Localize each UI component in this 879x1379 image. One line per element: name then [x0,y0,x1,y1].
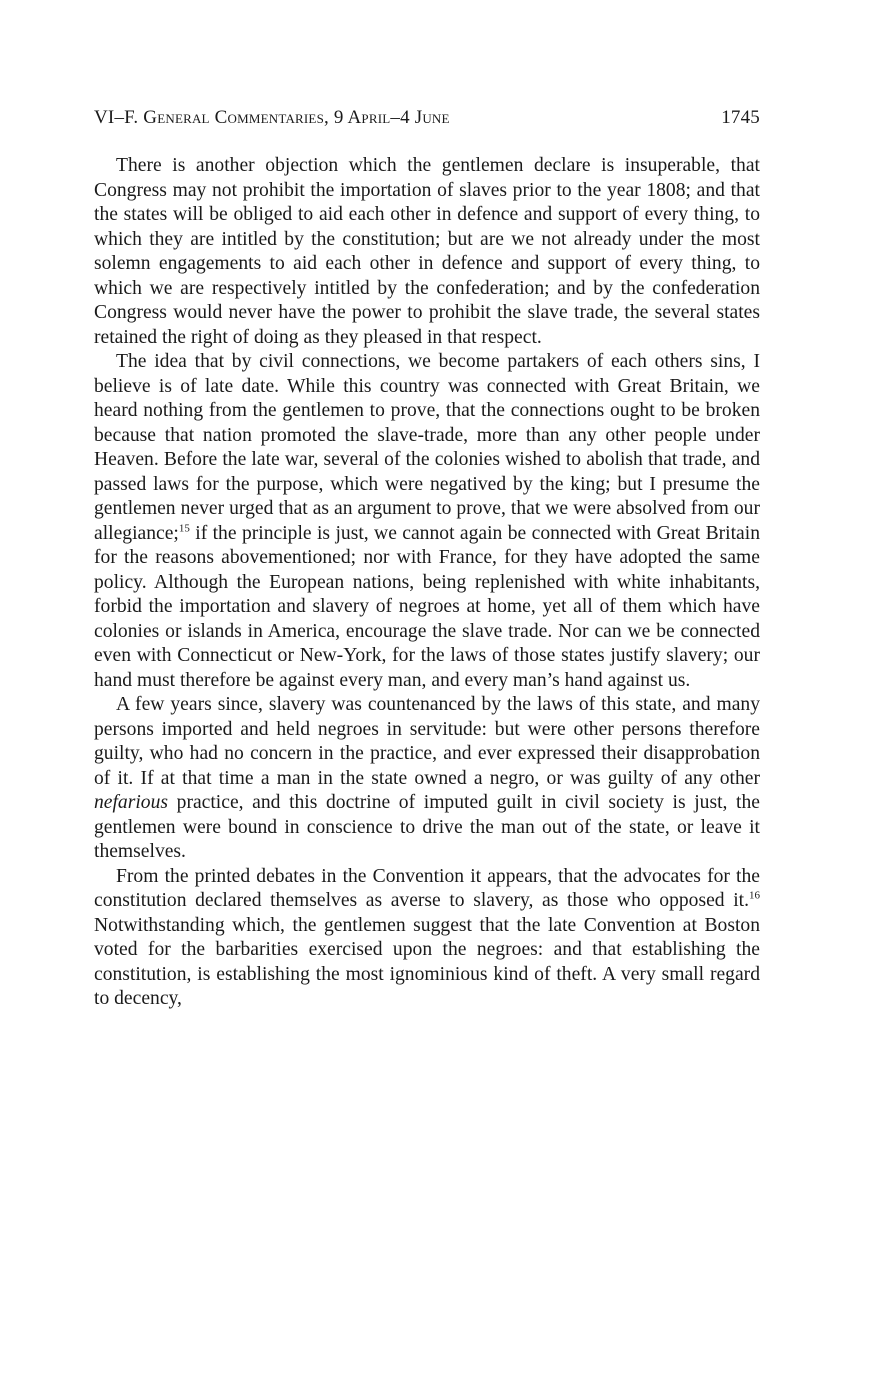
page-number: 1745 [721,107,760,128]
paragraph-4-text-b: Notwithstanding which, the gentlemen suggest that the late Convention at Boston voted for the barbarities exercised upon the negroes: and that establishing the constitution, is establishing the most ignominious kind of theft. A very small regard to decency, [94,914,760,1009]
paragraph-1 [94,154,760,350]
paragraph-1-text: There is another objection which the gentlemen declare is insuperable, that Congress may not prohibit the importation of slaves prior to the year 1808; and that the states will be obliged to aid each other in defence and support of every thing, to which they are intitled by the constitution; but are we not already under the most solemn engagements to aid each other in defence and support of every thing, to which we are respectively intitled by the confederation; and by the confederation Congress would never have the power to prohibit the slave trade, the several states retained the right of doing as they pleased in that respect. [94,155,760,348]
document-page [94,104,760,1012]
footnote-ref-16: 16 [749,889,760,902]
body-text [94,154,760,1012]
paragraph-2-text-b: if the principle is just, we cannot again be connected with Great Britain for the reasons abovementioned; nor with France, for they have adopted the same policy. Although the European nations, being replenished with white inhabitants, forbid the importation and slavery of negroes at home, yet all of them which have colonies or islands in America, encourage the slave trade. Nor can we be connected even with Connecticut or New-York, for the laws of those states justify slavery; our hand must therefore be against every man, and every man’s hand against us. [94,522,760,691]
paragraph-4 [94,865,760,1012]
paragraph-3-text-a: A few years since, slavery was countenanced by the laws of this state, and many persons imported and held negroes in servitude: but were other persons therefore guilty, who had no concern in the practice, and ever expressed their disapprobation of it. If at that time a man in the state owned a negro, or was guilty of any other [94,694,760,789]
paragraph-2-text-a: The idea that by civil connections, we become partakers of each others sins, I believe is of late date. While this country was connected with Great Britain, we heard nothing from the gentlemen to prove, that the connections ought to be broken because that nation promoted the slave-trade, more than any other people under Heaven. Before the late war, several of the colonies wished to abolish that trade, and passed laws for the purpose, which were negatived by the king; but I presume the gentlemen never urged that as an argument to prove, that we were absolved from our allegiance; [94,351,760,544]
paragraph-4-text-a: From the printed debates in the Convention it appears, that the advocates for the constitution declared themselves as averse to slavery, as those who opposed it. [94,865,760,911]
emphasis-word: nefarious [94,792,169,813]
footnote-ref-15: 15 [178,521,190,534]
paragraph-2 [94,350,760,693]
section-title: VI–F. General Commentaries, 9 April–4 June [94,107,450,128]
paragraph-3 [94,693,760,865]
running-head [94,104,760,132]
paragraph-3-text-b: practice, and this doctrine of imputed guilt in civil society is just, the gentlemen were bound in conscience to drive the man out of the state, or leave it themselves. [94,792,760,862]
